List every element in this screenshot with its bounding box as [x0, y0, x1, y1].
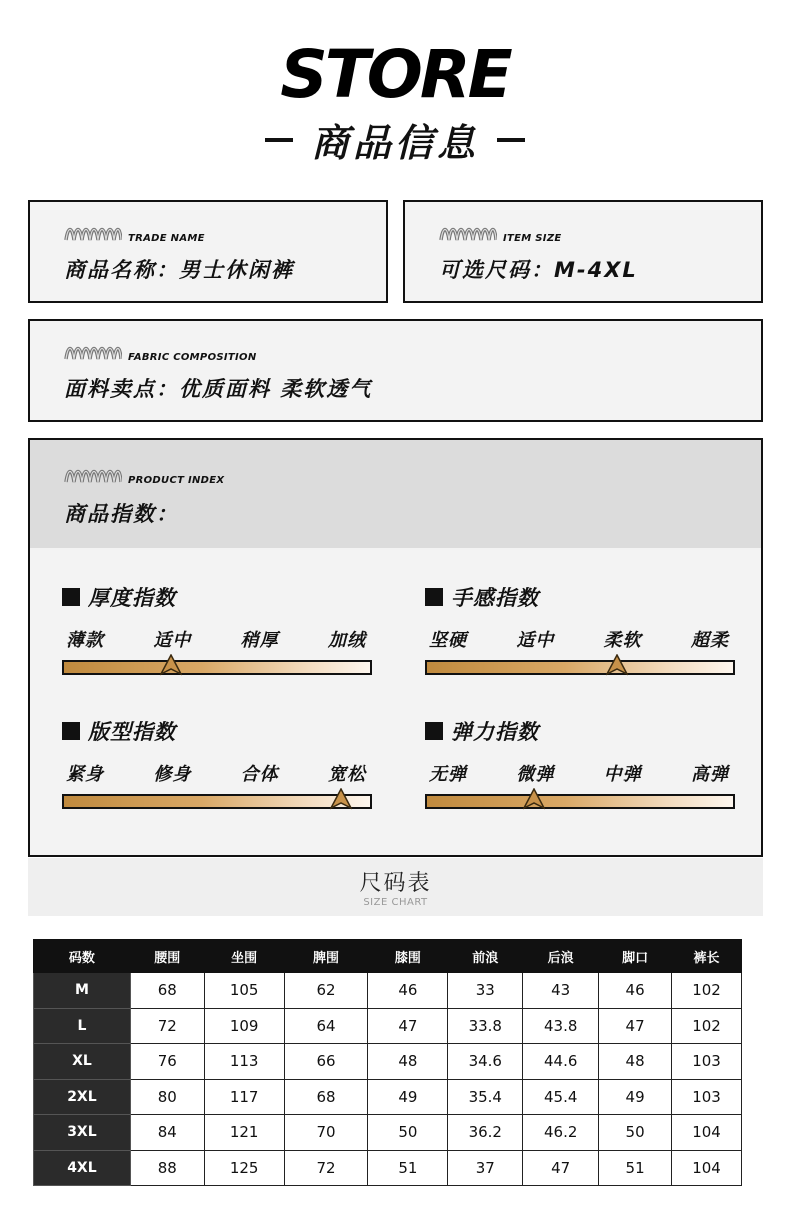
fabric-card — [28, 319, 763, 422]
metric-thickness — [62, 582, 374, 692]
metric-hand-feel — [425, 582, 737, 692]
level-label: 合体 — [240, 764, 279, 785]
table-cell: 72 — [284, 1150, 368, 1186]
column-header: 脚口 — [599, 940, 672, 973]
table-cell: 43.8 — [523, 1008, 599, 1044]
metric-title — [62, 716, 176, 746]
size-chart-subtitle: SIZE CHART — [363, 897, 428, 908]
column-header: 裤长 — [672, 940, 742, 973]
black-square-icon — [62, 722, 80, 740]
product-index-header — [30, 440, 761, 548]
spring-coil-icon — [64, 224, 122, 244]
table-cell: 68 — [130, 973, 204, 1009]
metric-title — [425, 582, 539, 612]
table-cell: 51 — [599, 1150, 672, 1186]
table-cell: 47 — [599, 1008, 672, 1044]
table-cell: 34.6 — [448, 1044, 523, 1080]
table-cell: 102 — [672, 1008, 742, 1044]
table-cell: 33 — [448, 973, 523, 1009]
table-cell: 103 — [672, 1079, 742, 1115]
section-title-text: 商品信息 — [310, 121, 479, 165]
column-header: 前浪 — [448, 940, 523, 973]
table-cell: 47 — [523, 1150, 599, 1186]
triangle-marker-icon — [606, 654, 628, 676]
table-cell: 50 — [368, 1115, 448, 1151]
product-index-card — [28, 438, 763, 857]
fabric-tag — [64, 343, 257, 363]
trade-name-tag-text: TRADE NAME — [128, 233, 205, 244]
column-header: 坐围 — [204, 940, 284, 973]
metric-levels — [429, 626, 729, 652]
item-size-tag-text: ITEM SIZE — [503, 233, 562, 244]
table-row — [34, 1150, 742, 1186]
metric-title — [425, 716, 539, 746]
table-cell: 51 — [368, 1150, 448, 1186]
table-cell: 33.8 — [448, 1008, 523, 1044]
table-cell: 105 — [204, 973, 284, 1009]
metric-elasticity — [425, 716, 737, 826]
table-cell: 104 — [672, 1115, 742, 1151]
table-cell: 36.2 — [448, 1115, 523, 1151]
table-cell: 46 — [368, 973, 448, 1009]
trade-name-card — [28, 200, 388, 303]
table-cell: 117 — [204, 1079, 284, 1115]
gradient-bar — [425, 660, 735, 675]
level-label: 高弹 — [690, 764, 729, 785]
black-square-icon — [62, 588, 80, 606]
trade-name-text: 商品名称：男士休闲裤 — [64, 258, 294, 282]
table-row — [34, 1115, 742, 1151]
fabric-text: 面料卖点：优质面料 柔软透气 — [64, 377, 373, 401]
product-index-tag-text: PRODUCT INDEX — [128, 475, 225, 486]
table-cell: 121 — [204, 1115, 284, 1151]
size-label: 2XL — [34, 1079, 131, 1115]
table-cell: 70 — [284, 1115, 368, 1151]
metric-levels — [429, 760, 729, 786]
metric-levels — [66, 760, 366, 786]
metric-title-text: 弹力指数 — [451, 720, 539, 744]
table-cell: 46.2 — [523, 1115, 599, 1151]
table-cell: 48 — [368, 1044, 448, 1080]
size-label: L — [34, 1008, 131, 1044]
table-cell: 80 — [130, 1079, 204, 1115]
table-cell: 48 — [599, 1044, 672, 1080]
triangle-marker-icon — [330, 788, 352, 810]
table-cell: 62 — [284, 973, 368, 1009]
dash-left — [265, 138, 293, 142]
table-cell: 49 — [368, 1079, 448, 1115]
product-index-title: 商品指数： — [64, 502, 179, 526]
section-title — [0, 112, 790, 167]
metric-fit — [62, 716, 374, 826]
size-label: M — [34, 973, 131, 1009]
black-square-icon — [425, 588, 443, 606]
table-cell: 76 — [130, 1044, 204, 1080]
metric-title — [62, 582, 176, 612]
table-cell: 68 — [284, 1079, 368, 1115]
trade-name-tag — [64, 224, 205, 244]
table-cell: 88 — [130, 1150, 204, 1186]
table-row — [34, 973, 742, 1009]
level-label: 修身 — [153, 764, 192, 785]
spring-coil-icon — [64, 466, 122, 486]
spring-coil-icon — [64, 343, 122, 363]
level-label: 无弹 — [429, 764, 467, 785]
table-cell: 84 — [130, 1115, 204, 1151]
brand-title: STORE — [280, 36, 510, 113]
table-cell: 49 — [599, 1079, 672, 1115]
table-row — [34, 1008, 742, 1044]
triangle-marker-icon — [160, 654, 182, 676]
level-label: 适中 — [516, 630, 555, 651]
spring-coil-icon — [439, 224, 497, 244]
gradient-bar — [62, 794, 372, 809]
level-label: 稍厚 — [240, 630, 279, 651]
gradient-bar — [425, 794, 735, 809]
table-cell: 50 — [599, 1115, 672, 1151]
metric-title-text: 手感指数 — [451, 586, 539, 610]
table-row — [34, 1044, 742, 1080]
column-header: 膝围 — [368, 940, 448, 973]
table-cell: 102 — [672, 973, 742, 1009]
table-cell: 66 — [284, 1044, 368, 1080]
level-label: 紧身 — [66, 764, 104, 785]
level-label: 超柔 — [690, 630, 729, 651]
metric-title-text: 厚度指数 — [88, 586, 176, 610]
table-cell: 43 — [523, 973, 599, 1009]
level-label: 适中 — [153, 630, 192, 651]
table-cell: 64 — [284, 1008, 368, 1044]
triangle-marker-icon — [523, 788, 545, 810]
size-label: 3XL — [34, 1115, 131, 1151]
column-header: 腰围 — [130, 940, 204, 973]
item-size-tag — [439, 224, 562, 244]
table-cell: 46 — [599, 973, 672, 1009]
table-cell: 37 — [448, 1150, 523, 1186]
table-header-row — [34, 940, 742, 973]
table-cell: 72 — [130, 1008, 204, 1044]
level-label: 加绒 — [327, 630, 366, 651]
table-cell: 104 — [672, 1150, 742, 1186]
level-label: 微弹 — [516, 764, 555, 785]
size-label: 4XL — [34, 1150, 131, 1186]
metric-levels — [66, 626, 366, 652]
level-label: 中弹 — [603, 764, 642, 785]
table-row — [34, 1079, 742, 1115]
column-header: 后浪 — [523, 940, 599, 973]
product-index-tag — [64, 466, 224, 486]
fabric-tag-text: FABRIC COMPOSITION — [128, 352, 257, 363]
table-cell: 125 — [204, 1150, 284, 1186]
table-cell: 44.6 — [523, 1044, 599, 1080]
gradient-bar — [62, 660, 372, 675]
item-size-card — [403, 200, 763, 303]
black-square-icon — [425, 722, 443, 740]
table-cell: 47 — [368, 1008, 448, 1044]
column-header: 码数 — [34, 940, 131, 973]
table-cell: 103 — [672, 1044, 742, 1080]
item-size-text: 可选尺码：M-4XL — [439, 258, 638, 282]
level-label: 薄款 — [66, 630, 104, 651]
level-label: 柔软 — [603, 630, 642, 651]
table-cell: 109 — [204, 1008, 284, 1044]
size-chart-title: 尺码表 — [359, 871, 432, 896]
level-label: 宽松 — [327, 764, 366, 785]
size-table — [33, 939, 742, 1186]
dash-right — [497, 138, 525, 142]
level-label: 坚硬 — [429, 630, 467, 651]
table-cell: 113 — [204, 1044, 284, 1080]
table-cell: 35.4 — [448, 1079, 523, 1115]
table-cell: 45.4 — [523, 1079, 599, 1115]
size-label: XL — [34, 1044, 131, 1080]
size-chart-header — [28, 858, 763, 916]
column-header: 脾围 — [284, 940, 368, 973]
metric-title-text: 版型指数 — [88, 720, 176, 744]
